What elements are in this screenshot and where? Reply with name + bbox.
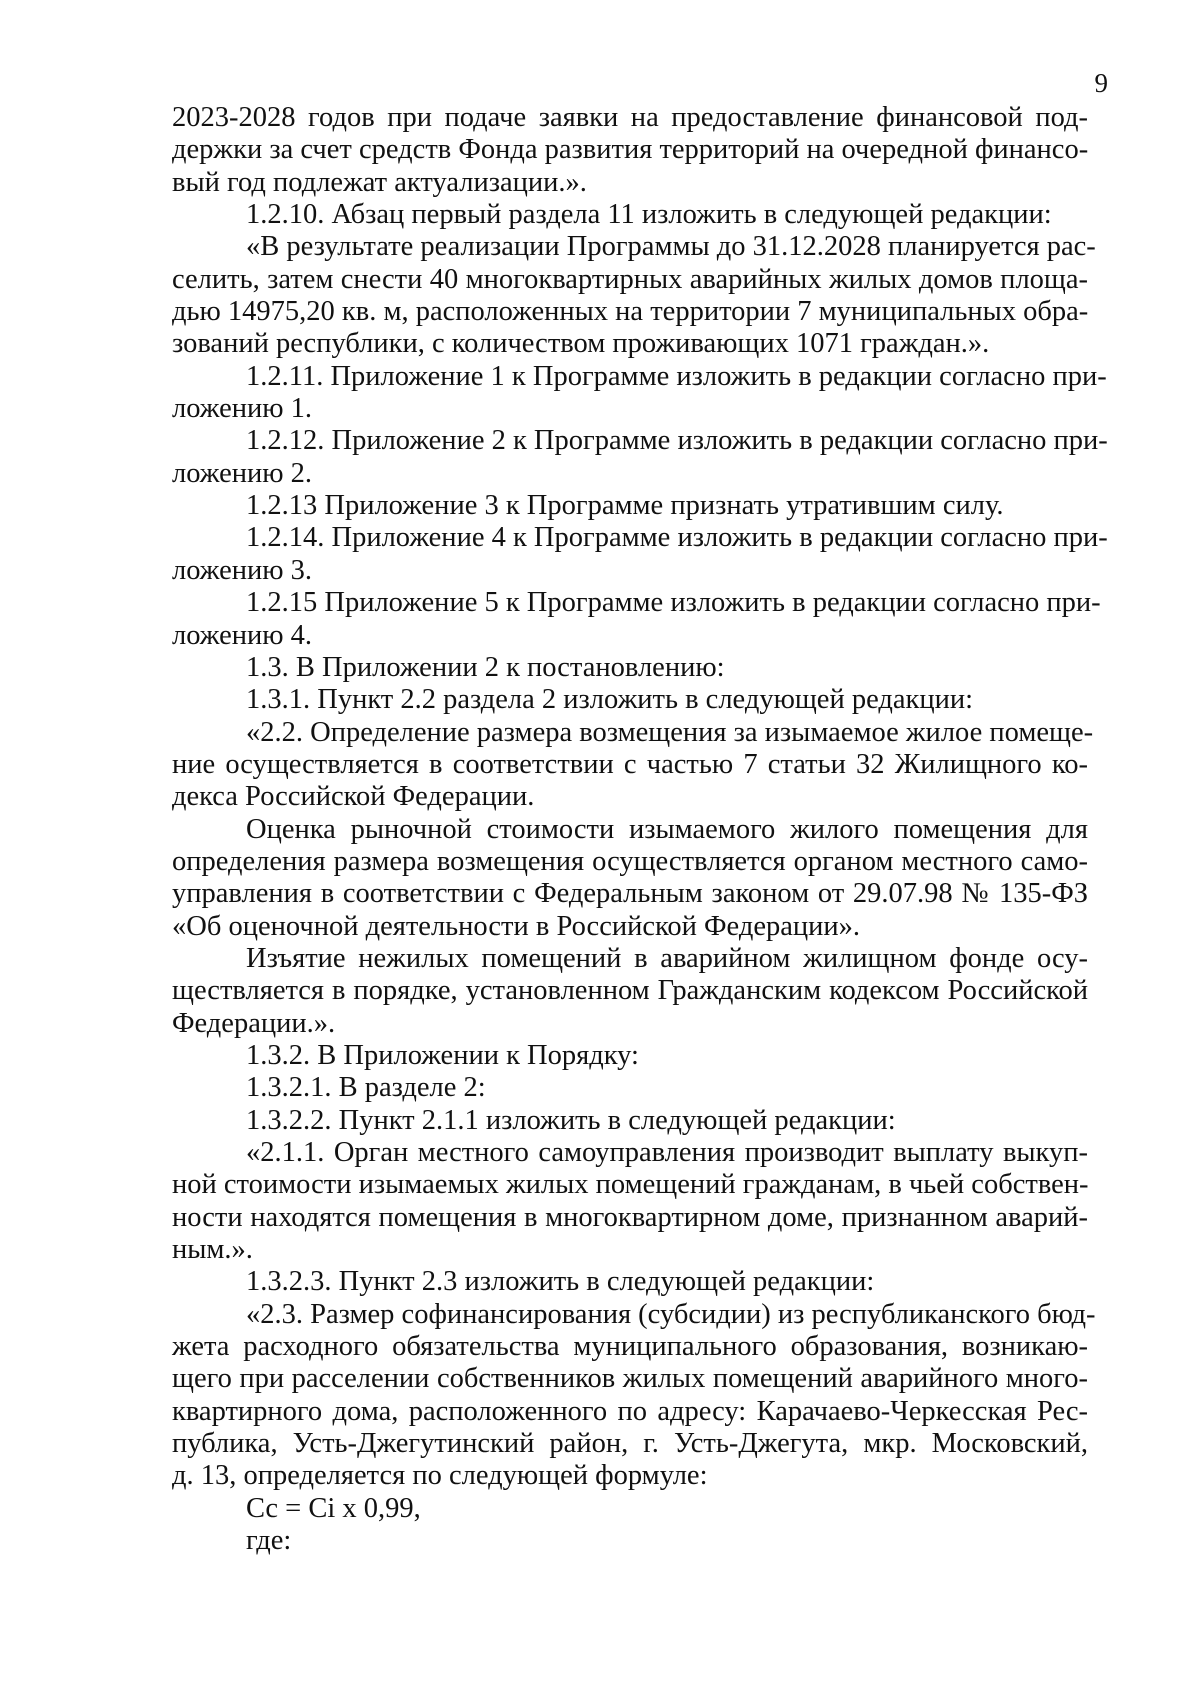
text-line: квартирного дома, расположенного по адресу: Карачаево-Черкесская Рес- [172,1395,1088,1427]
text-line: 1.3.2.1. В разделе 2: [246,1072,486,1104]
text-line: Федерации.». [172,1007,336,1039]
text-line: 1.3. В Приложении 2 к постановлению: [246,651,725,683]
text-line: Сс = Сi х 0,99, [246,1492,421,1524]
text-line: ности находятся помещения в многоквартирном доме, признанном аварий- [172,1201,1088,1233]
document-body [172,102,1108,1557]
text-line: зований республики, с количеством проживающих 1071 граждан.». [172,328,990,360]
text-line: ложению 2. [172,457,313,489]
text-line: ние осуществляется в соответствии с частью 7 статьи 32 Жилищного ко- [172,748,1088,780]
text-line: ществляется в порядке, установленном Гражданским кодексом Российской [172,975,1088,1007]
text-line: Оценка рыночной стоимости изымаемого жилого помещения для [246,813,1088,845]
text-line: «2.3. Размер софинансирования (субсидии) из республиканского бюд- [246,1298,1096,1330]
text-line: 1.3.1. Пункт 2.2 раздела 2 изложить в следующей редакции: [246,684,974,716]
text-line: «2.1.1. Орган местного самоуправления производит выплату выкуп- [246,1137,1088,1168]
text-line: «Об оценочной деятельности в Российской Федерации». [172,910,860,942]
text-line: 2023-2028 годов при подаче заявки на предоставление финансовой под- [172,102,1088,133]
text-line: ным.». [172,1234,253,1266]
text-line: 1.3.2. В Приложении к Порядку: [246,1039,639,1071]
text-line: ной стоимости изымаемых жилых помещений гражданам, в чьей собствен- [172,1169,1089,1201]
text-line: ложению 3. [172,554,313,586]
text-line: ложению 1. [172,393,313,425]
text-line: держки за счет средств Фонда развития территорий на очередной финансо- [172,134,1089,166]
text-line: 1.2.15 Приложение 5 к Программе изложить в редакции согласно при- [246,587,1101,619]
text-line: публика, Усть-Джегутинский район, г. Усть-Джегута, мкр. Московский, [172,1428,1088,1460]
text-line: щего при расселении собственников жилых помещений аварийного много- [172,1363,1088,1395]
text-line: «В результате реализации Программы до 31.12.2028 планируется рас- [246,231,1096,263]
text-line: «2.2. Определение размера возмещения за изымаемое жилое помеще- [246,716,1094,748]
text-line: жета расходного обязательства муниципального образования, возникаю- [172,1331,1088,1363]
text-line: 1.2.12. Приложение 2 к Программе изложить в редакции согласно при- [246,425,1108,457]
page-number: 9 [1094,68,1108,98]
text-line: 1.3.2.2. Пункт 2.1.1 изложить в следующей редакции: [246,1104,896,1136]
text-line: 1.2.14. Приложение 4 к Программе изложить в редакции согласно при- [246,522,1108,554]
text-line: Изъятие нежилых помещений в аварийном жилищном фонде осу- [246,942,1088,974]
text-line: ложению 4. [172,619,313,651]
text-line: селить, затем снести 40 многоквартирных аварийных жилых домов площа- [172,263,1088,295]
text-line: вый год подлежат актуализации.». [172,166,587,198]
text-line: дью 14975,20 кв. м, расположенных на территории 7 муниципальных обра- [172,296,1089,328]
text-line: 1.2.11. Приложение 1 к Программе изложить в редакции согласно при- [246,360,1107,392]
text-line: 1.2.13 Приложение 3 к Программе признать утратившим силу. [246,490,1004,522]
text-line: где: [246,1525,292,1557]
text-line: декса Российской Федерации. [172,781,535,813]
text-line: д. 13, определяется по следующей формуле: [172,1460,708,1492]
text-line: определения размера возмещения осуществляется органом местного само- [172,845,1088,877]
text-line: 1.3.2.3. Пункт 2.3 изложить в следующей редакции: [246,1266,875,1298]
text-line: управления в соответствии с Федеральным законом от 29.07.98 № 135-ФЗ [172,878,1088,910]
text-line: 1.2.10. Абзац первый раздела 11 изложить в следующей редакции: [246,199,1052,231]
